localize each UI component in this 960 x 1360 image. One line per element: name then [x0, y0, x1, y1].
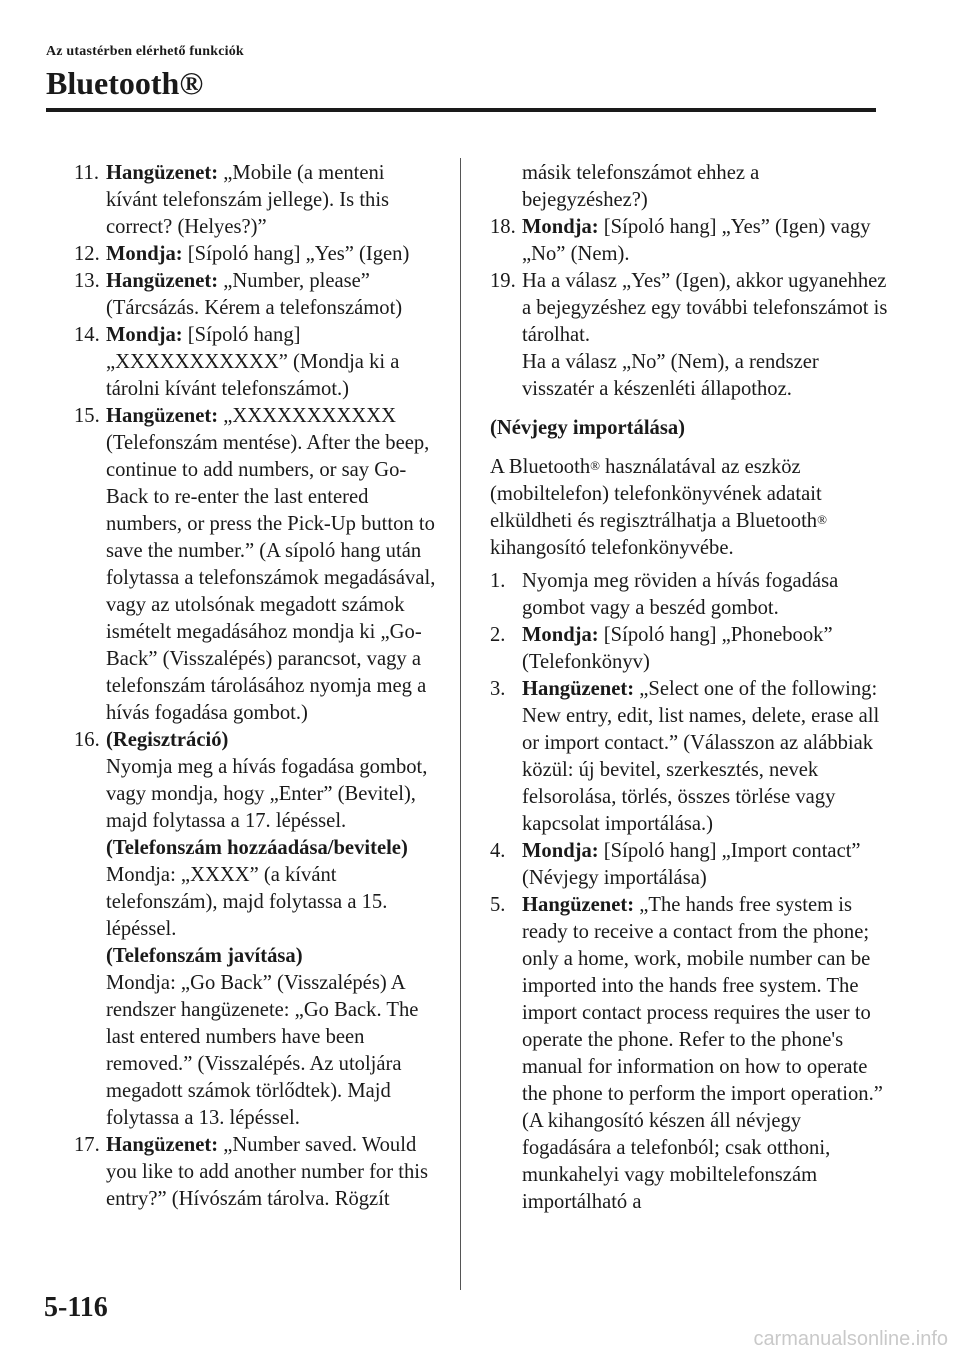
step-label: Hangüzenet: [106, 1134, 219, 1156]
step-17 [74, 1132, 436, 1213]
import-step-5 [490, 892, 888, 1216]
import-step-1 [490, 568, 888, 622]
step-text: „XXXXXXXXXXX (Telefonszám mentése). After the beep, continue to add numbers, or say Go-Back to re-enter the last entered numbers, or press the Pick-Up button to save the number.” (A sípoló hang után folytassa a telefonszámok megadásával, vagy az utolsónak megadott számok ismételt megadásához mondja ki „Go-Back” (Visszalépés) parancsot, vagy a telefonszám tárolásához nyomja meg a hívás fogadása gombot.) [106, 405, 436, 724]
step-label: (Regisztráció) [106, 729, 229, 751]
step-number: 5. [490, 894, 506, 916]
import-step-2 [490, 622, 888, 676]
page-title: Bluetooth® [46, 65, 204, 101]
header-rule [46, 108, 876, 112]
step-text: „Number saved. Would you like to add another number for this entry?” (Hívószám tárolva. Rögzít [106, 1134, 428, 1210]
section-heading: (Névjegy importálása) [490, 417, 686, 439]
step-label: Mondja: [522, 840, 599, 862]
watermark: carmanualsonline.info [753, 1328, 948, 1350]
step-label: Hangüzenet: [106, 270, 219, 292]
column-divider [460, 158, 461, 1290]
step-label: Hangüzenet: [522, 678, 635, 700]
step-19 [490, 268, 888, 403]
step-number: 19. [490, 270, 516, 292]
intro-text: kihangosító telefonkönyvébe. [490, 537, 734, 559]
sub-heading: (Telefonszám javítása) [106, 945, 303, 967]
step-text: [Sípoló hang] „Import contact” (Névjegy importálása) [522, 840, 861, 889]
step-label: Mondja: [106, 243, 183, 265]
step-number: 11. [74, 162, 99, 184]
registered-mark: ® [817, 512, 827, 527]
step-label: Hangüzenet: [522, 894, 635, 916]
step-text: „The hands free system is ready to receive a contact from the phone; only a home, work, mobile number can be imported into the hands free system. The import contact process requires the user to operate the phone. Refer to the phone's manual for information on how to operate the phone to perform the import operation.” (A kihangosító készen áll névjegy fogadására a telefonból; csak otthoni, munkahelyi vagy mobiltelefonszám importálható a [522, 894, 883, 1213]
step-text: Nyomja meg röviden a hívás fogadása gombot vagy a beszéd gombot. [522, 570, 839, 619]
step-17-continued: másik telefonszámot ehhez a bejegyzéshez?) [522, 162, 760, 211]
step-number: 15. [74, 405, 100, 427]
step-text: „Select one of the following: New entry, edit, list names, delete, erase all or import contact.” (Válasszon az alábbiak közül: új bevitel, szerkesztés, nevek felsorolása, törlés, összes törlése vagy kapcsolat importálása.) [522, 678, 880, 835]
step-label: Mondja: [522, 216, 599, 238]
step-number: 18. [490, 216, 516, 238]
step-paragraph: Mondja: „Go Back” (Visszalépés) A rendszer hangüzenete: „Go Back. The last entered numbers have been removed.” (Visszalépés. Az utoljára megadott számok törlődtek). Majd folytassa a 13. lépéssel. [106, 972, 419, 1129]
step-number: 14. [74, 324, 100, 346]
step-label: Mondja: [522, 624, 599, 646]
step-18 [490, 214, 888, 268]
registered-mark: ® [590, 458, 601, 473]
step-15 [74, 403, 436, 727]
import-step-4 [490, 838, 888, 892]
section-kicker: Az utastérben elérhető funkciók [46, 44, 244, 59]
step-number: 4. [490, 840, 506, 862]
step-paragraph: Nyomja meg a hívás fogadása gombot, vagy mondja, hogy „Enter” (Bevitel), majd folytassa a 17. lépéssel. [106, 756, 428, 832]
step-number: 17. [74, 1134, 100, 1156]
step-number: 3. [490, 678, 506, 700]
step-label: Hangüzenet: [106, 162, 219, 184]
step-text: [Sípoló hang] „Yes” (Igen) vagy „No” (Nem). [522, 216, 871, 265]
step-text: [Sípoló hang] „Phonebook” (Telefonkönyv) [522, 624, 833, 673]
step-14 [74, 322, 436, 403]
page-header [46, 44, 244, 102]
intro-paragraph [490, 454, 888, 562]
step-text: „Mobile (a menteni kívánt telefonszám jellege). Is this correct? (Helyes?)” [106, 162, 390, 238]
step-number: 12. [74, 243, 100, 265]
step-number: 1. [490, 570, 506, 592]
intro-text: A Bluetooth [490, 456, 591, 478]
step-number: 13. [74, 270, 100, 292]
step-11 [74, 160, 436, 241]
step-text: „Number, please” (Tárcsázás. Kérem a telefonszámot) [106, 270, 403, 319]
intro-text: használatával az eszköz (mobiltelefon) telefonkönyvének adatait elküldheti és regisztrálhatja a Bluetooth [490, 456, 822, 532]
step-text: [Sípoló hang] „Yes” (Igen) [182, 243, 410, 265]
step-paragraph: Mondja: „XXXX” (a kívánt telefonszám), majd folytassa a 15. lépéssel. [106, 864, 388, 940]
left-column [74, 160, 436, 1213]
step-text: Ha a válasz „No” (Nem), a rendszer visszatér a készenléti állapothoz. [522, 351, 819, 400]
step-number: 2. [490, 624, 506, 646]
step-label: Mondja: [106, 324, 183, 346]
right-column [490, 160, 888, 1216]
step-13 [74, 268, 436, 322]
step-12 [74, 241, 436, 268]
step-text: [Sípoló hang] „XXXXXXXXXXX” (Mondja ki a tárolni kívánt telefonszámot.) [106, 324, 400, 400]
step-number: 16. [74, 729, 100, 751]
page-number: 5-116 [44, 1292, 108, 1323]
import-step-3 [490, 676, 888, 838]
step-text: Ha a válasz „Yes” (Igen), akkor ugyanehhez a bejegyzéshez egy további telefonszámot is tárolhat. [522, 270, 888, 346]
sub-heading: (Telefonszám hozzáadása/bevitele) [106, 837, 408, 859]
step-label: Hangüzenet: [106, 405, 219, 427]
step-16 [74, 727, 436, 1132]
